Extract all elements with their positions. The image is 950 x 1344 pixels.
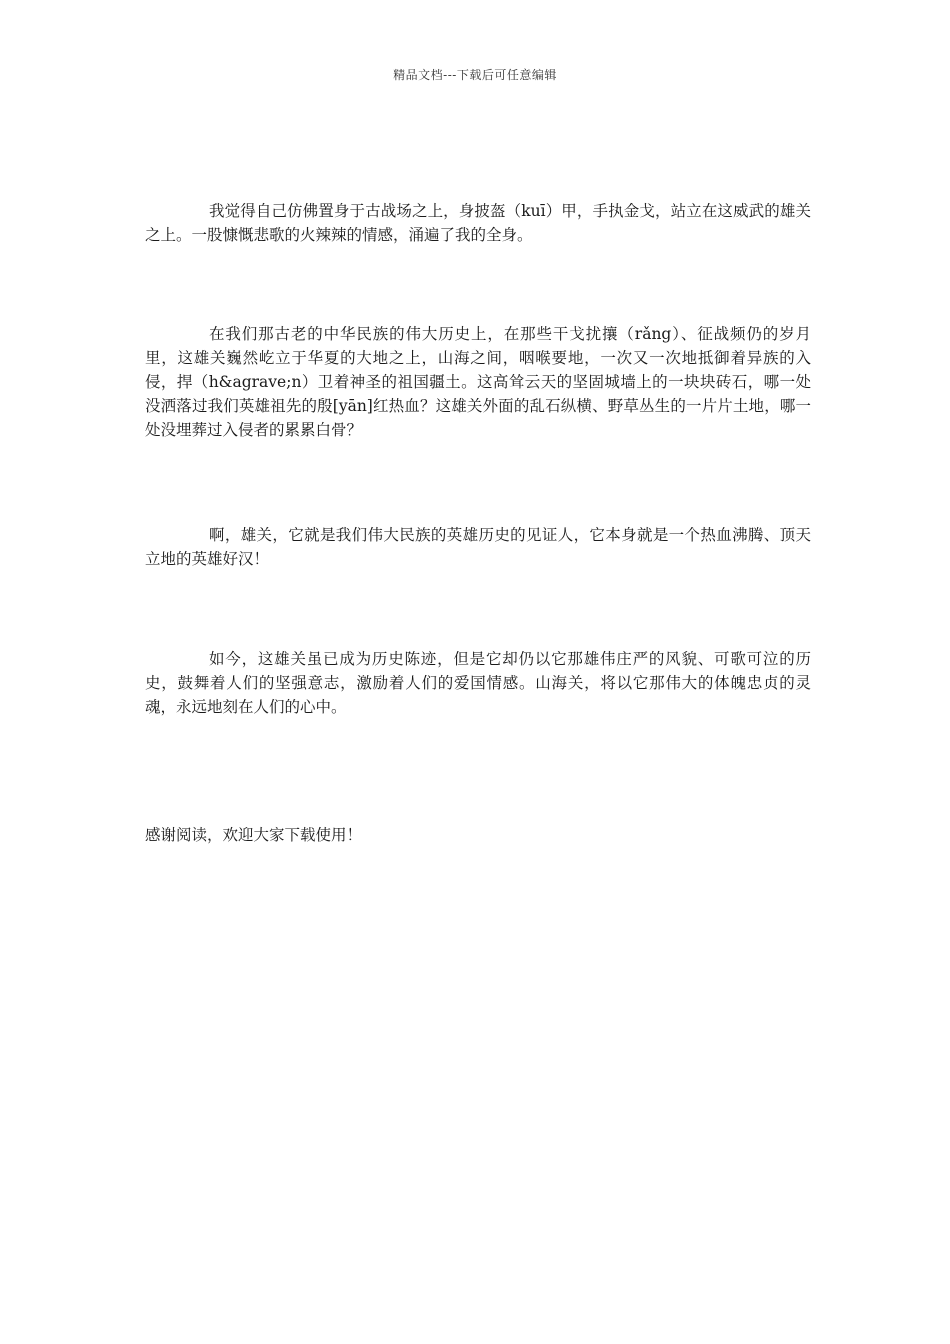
page-header: 精品文档---下载后可任意编辑 (393, 68, 557, 82)
paragraph-3: 啊，雄关，它就是我们伟大民族的英雄历史的见证人，它本身就是一个热血沸腾、顶天立地的英雄好汉！ (145, 526, 811, 568)
paragraph-4: 如今，这雄关虽已成为历史陈迹，但是它却仍以它那雄伟庄严的风貌、可歌可泣的历史，鼓舞着人们的坚强意志，激励着人们的爱国情感。山海关，将以它那伟大的体魄忠贞的灵魂，永远地刻在人们的心中。 (145, 650, 811, 716)
closing-text: 感谢阅读，欢迎大家下载使用！ (145, 826, 363, 844)
paragraph-2: 在我们那古老的中华民族的伟大历史上，在那些干戈扰攘（rǎng）、征战频仍的岁月里，这雄关巍然屹立于华夏的大地之上，山海之间，咽喉要地，一次又一次地抵御着异族的入侵，捍（h&agrave;n）卫着神圣的祖国疆土。这高耸云天的坚固城墙上的一块块砖石，哪一处没洒落过我们英雄祖先的殷[yān]红热血？这雄关外面的乱石纵横、野草丛生的一片片土地，哪一处没埋葬过入侵者的累累白骨？ (145, 325, 811, 439)
paragraph-1: 我觉得自己仿佛置身于古战场之上，身披盔（kuī）甲，手执金戈，站立在这威武的雄关之上。一股慷慨悲歌的火辣辣的情感，涌遍了我的全身。 (145, 202, 811, 244)
